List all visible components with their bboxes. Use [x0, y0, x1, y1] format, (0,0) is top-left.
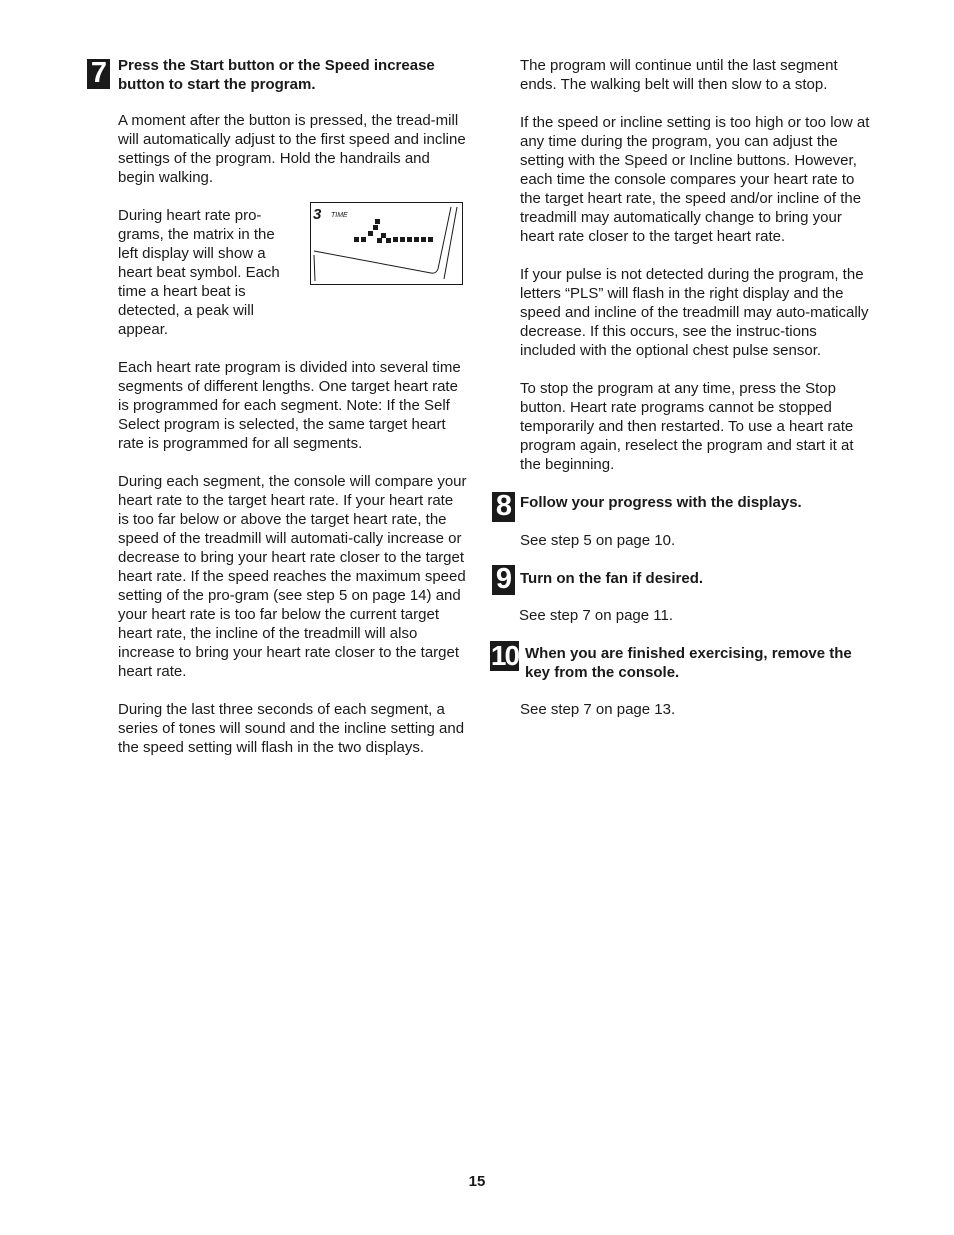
console-display-illustration: [310, 202, 463, 285]
display-digit: 3: [313, 206, 322, 223]
step-9-number: 9: [492, 565, 515, 595]
step-9-body: See step 7 on page 11.: [519, 607, 674, 624]
step-10-heading: When you are finished exercising, remove the key from the console.: [525, 645, 852, 681]
step-10-body: See step 7 on page 13.: [520, 701, 676, 718]
step-10: [490, 640, 875, 682]
step-7-number: 7: [87, 59, 110, 89]
step-7-paragraph-4: During each segment, the console will compare your heart rate to the target heart rate. If your heart rate is too far below or above the target heart rate, the speed of the treadmill will automati-cally increase or decrease to bring your heart rate closer to the target heart rate. If the speed reaches the maximum speed setting of the pro-gram (see step 5 on page 14) and your heart rate is too far below the current target heart rate, the incline of the treadmill will also increase to bring your heart rate closer to the target heart rate.: [118, 473, 467, 680]
heartbeat-matrix-icon: [354, 219, 433, 243]
step-8-heading: Follow your progress with the displays.: [520, 494, 802, 511]
right-paragraph-2: If the speed or incline setting is too high or too low at any time during the program, you can adjust the setting with the Speed or Incline buttons. However, each time the console compares your heart rate to the target heart rate, the speed and/or incline of the treadmill may automatically change to bring your heart rate closer to the target heart rate.: [520, 114, 870, 245]
step-7: [87, 56, 467, 94]
step-7-paragraph-5: During the last three seconds of each segment, a series of tones will sound and the incline setting and the speed setting will flash in the two displays.: [118, 701, 465, 756]
right-paragraph-4: To stop the program at any time, press the Stop button. Heart rate programs cannot be stopped temporarily and then restarted. To use a heart rate program again, reselect the program and start it at the beginning.: [520, 380, 854, 473]
step-9: [492, 563, 875, 595]
step-9-heading: Turn on the fan if desired.: [520, 570, 704, 587]
step-7-heading: Press the Start button or the Speed increase button to start the program.: [118, 57, 435, 93]
right-paragraph-1: The program will continue until the last segment ends. The walking belt will then slow to a stop.: [520, 57, 838, 93]
step-7-paragraph-2: During heart rate pro-grams, the matrix in the left display will show a heart beat symbol. Each time a heart beat is detected, a peak will appear.: [118, 207, 280, 338]
step-8-body: See step 5 on page 10.: [520, 532, 676, 549]
right-column: [490, 56, 875, 719]
step-8: [492, 490, 875, 522]
page-number: 15: [468, 1173, 486, 1190]
step-10-number: 10: [490, 640, 519, 671]
display-time-label: TIME: [331, 212, 348, 219]
step-7-paragraph-3: Each heart rate program is divided into several time segments of different lengths. One target heart rate is programmed for each segment. Note: If the Self Select program is selected, the same target heart rate is programmed for all segments.: [118, 359, 461, 452]
right-paragraph-3: If your pulse is not detected during the program, the letters “PLS” will flash in the right display and the speed and incline of the treadmill may auto-matically decrease. If this occurs, see the instruc-tions included with the optional chest pulse sensor.: [520, 266, 869, 359]
heart-rate-display-section: [118, 206, 467, 339]
step-8-number: 8: [492, 492, 515, 522]
step-7-paragraph-1: A moment after the button is pressed, the tread-mill will automatically adjust to the first speed and incline settings of the program. Hold the handrails and begin walking.: [118, 112, 466, 186]
left-column: [87, 56, 467, 757]
